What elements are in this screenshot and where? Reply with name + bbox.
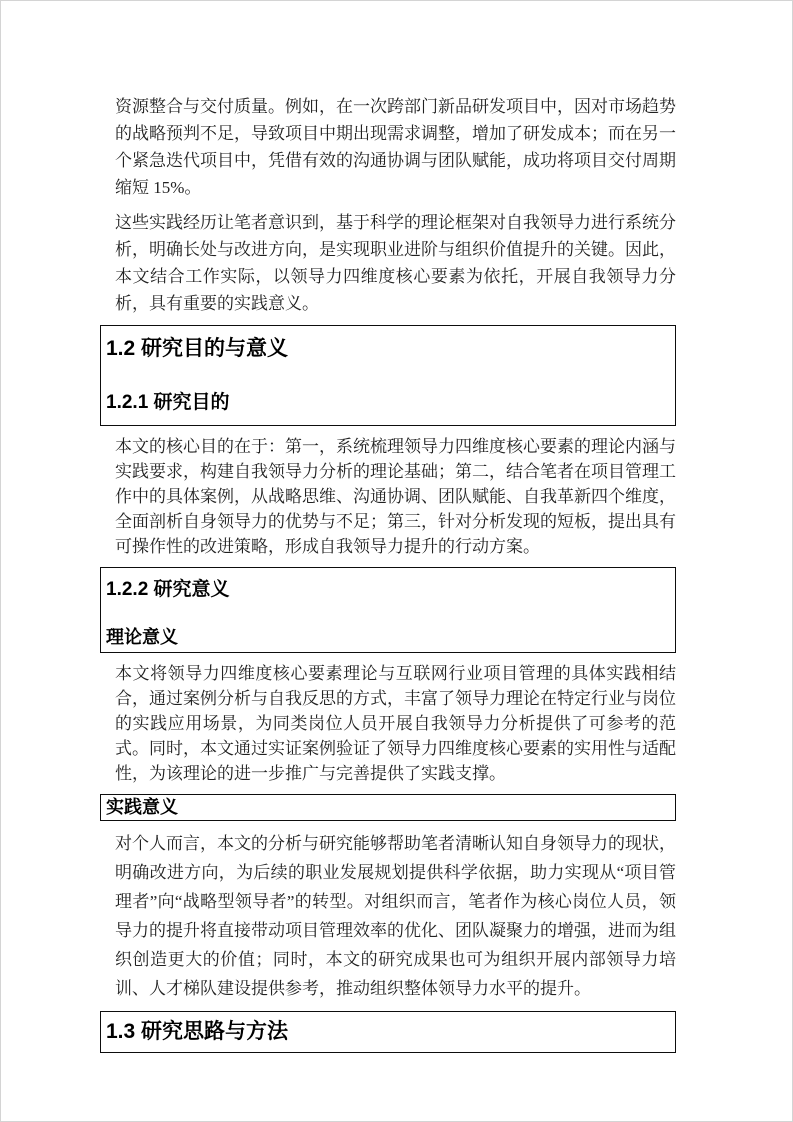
section-1-2-heading-box: [100, 325, 676, 426]
theory-significance-paragraph: 本文将领导力四维度核心要素理论与互联网行业项目管理的具体实践相结合，通过案例分析与自我反思的方式，丰富了领导力理论在特定行业与岗位的实践应用场景，为同类岗位人员开展自我领导力分析提供了可参考的范式。同时，本文通过实证案例验证了领导力四维度核心要素的实用性与适配性，为该理论的进一步推广与完善提供了实践支撑。: [115, 664, 676, 783]
practice-significance-label-box: [100, 794, 676, 821]
page-content: [100, 93, 676, 1061]
practice-significance-label: 实践意义: [106, 797, 178, 817]
intro-paragraph-1: 资源整合与交付质量。例如，在一次跨部门新品研发项目中，因对市场趋势的战略预判不足，导致项目中期出现需求调整，增加了研发成本；而在另一个紧急迭代项目中，凭借有效的沟通协调与团队赋能，成功将项目交付周期缩短 15%。: [115, 97, 676, 197]
practice-significance-paragraph: 对个人而言，本文的分析与研究能够帮助笔者清晰认知自身领导力的现状，明确改进方向，为后续的职业发展规划提供科学依据，助力实现从“项目管理者”向“战略型领导者”的转型。对组织而言，笔者作为核心岗位人员，领导力的提升将直接带动项目管理效率的优化、团队凝聚力的增强，进而为组织创造更大的价值；同时，本文的研究成果也可为组织开展内部领导力培训、人才梯队建设提供参考，推动组织整体领导力水平的提升。: [115, 834, 676, 998]
section-1-2-heading: 1.2 研究目的与意义: [106, 337, 289, 360]
section-1-3-heading: 1.3 研究思路与方法: [106, 1020, 289, 1043]
research-purpose-paragraph: 本文的核心目的在于：第一，系统梳理领导力四维度核心要素的理论内涵与实践要求，构建自我领导力分析的理论基础；第二，结合笔者在项目管理工作中的具体案例，从战略思维、沟通协调、团队赋能、自我革新四个维度，全面剖析自身领导力的优势与不足；第三，针对分析发现的短板，提出具有可操作性的改进策略，形成自我领导力提升的行动方案。: [115, 437, 676, 556]
intro-paragraph-2: 这些实践经历让笔者意识到，基于科学的理论框架对自我领导力进行系统分析，明确长处与改进方向，是实现职业进阶与组织价值提升的关键。因此，本文结合工作实际，以领导力四维度核心要素为依托，开展自我领导力分析，具有重要的实践意义。: [115, 213, 676, 313]
subsection-1-2-1-heading: 1.2.1 研究目的: [106, 392, 230, 413]
theory-significance-label: 理论意义: [106, 627, 178, 647]
section-1-3-heading-box: [100, 1011, 676, 1053]
subsection-1-2-2-heading-box: [100, 567, 676, 653]
subsection-1-2-2-heading: 1.2.2 研究意义: [106, 579, 230, 600]
